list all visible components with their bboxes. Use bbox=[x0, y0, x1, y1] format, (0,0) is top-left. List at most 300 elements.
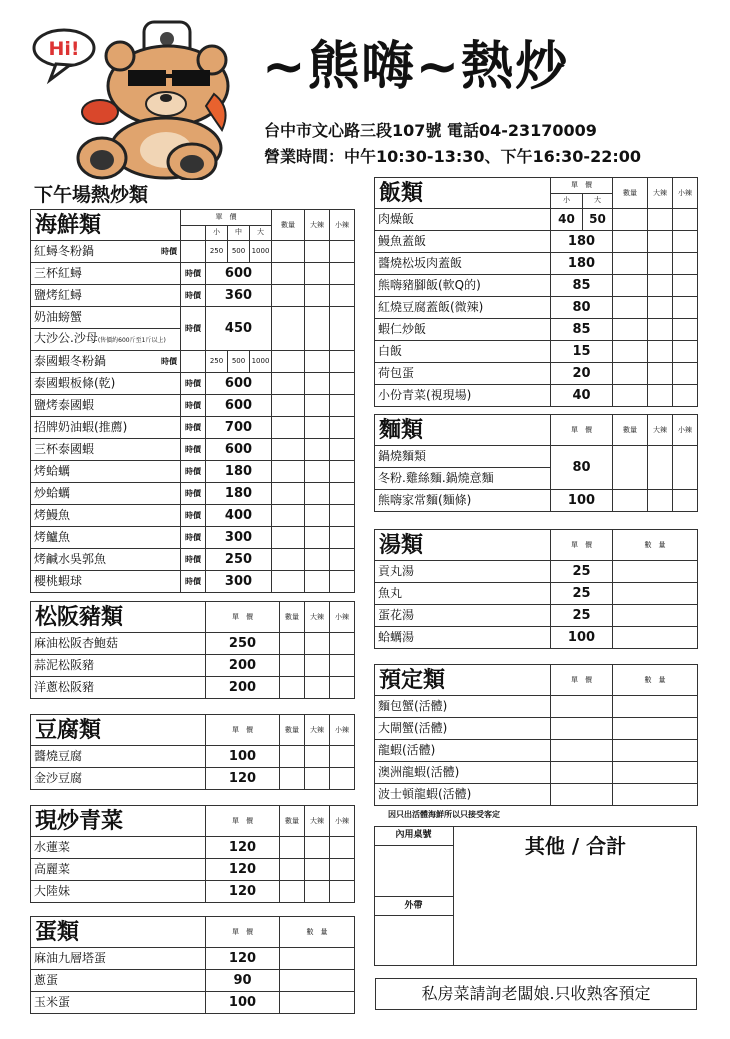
item-name: 麻油九層塔蛋 bbox=[31, 948, 206, 970]
spicy-big-cell[interactable] bbox=[648, 446, 673, 490]
spicy-small-cell[interactable] bbox=[330, 395, 355, 417]
spicy-big-cell[interactable] bbox=[305, 549, 330, 571]
item-name: 蛋花湯 bbox=[375, 605, 551, 627]
market-price-label: 時價 bbox=[181, 263, 206, 285]
item-name: 鹽烤紅蟳 bbox=[31, 285, 181, 307]
spicy-small-cell[interactable] bbox=[673, 319, 698, 341]
market-price-label: 時價 bbox=[181, 307, 206, 351]
pork-table bbox=[30, 601, 355, 699]
menu-row bbox=[31, 859, 355, 881]
size-l-header: 大 bbox=[583, 193, 613, 209]
qty-cell[interactable] bbox=[272, 263, 305, 285]
item-name: 波士頓龍蝦(活體) bbox=[375, 784, 551, 806]
menu-row bbox=[31, 948, 355, 970]
spicy-big-cell[interactable] bbox=[305, 655, 330, 677]
item-name: 醬燒豆腐 bbox=[31, 746, 206, 768]
qty-cell[interactable] bbox=[613, 762, 698, 784]
qty-cell[interactable] bbox=[613, 446, 648, 490]
qty-cell[interactable] bbox=[613, 363, 648, 385]
item-name: 貢丸湯 bbox=[375, 561, 551, 583]
market-price-label: 時價 bbox=[181, 483, 206, 505]
spicy-small-cell[interactable] bbox=[330, 746, 355, 768]
price: 180 bbox=[206, 483, 272, 505]
market-price-label: 時價 bbox=[181, 571, 206, 593]
menu-row bbox=[375, 297, 698, 319]
size-m-header: 中 bbox=[228, 225, 250, 241]
spicy-big-cell[interactable] bbox=[648, 319, 673, 341]
qty-cell[interactable] bbox=[272, 527, 305, 549]
spicy-small-cell[interactable] bbox=[330, 241, 355, 263]
spicy-small-cell[interactable] bbox=[330, 881, 355, 903]
price: 100 bbox=[206, 992, 280, 1014]
menu-row bbox=[31, 527, 355, 549]
qty-cell[interactable] bbox=[613, 341, 648, 363]
price-header: 單 價 bbox=[551, 530, 613, 561]
item-name: 玉米蛋 bbox=[31, 992, 206, 1014]
qty-cell[interactable] bbox=[613, 784, 698, 806]
price-small: 40 bbox=[551, 209, 583, 231]
spicy-small-cell[interactable] bbox=[330, 633, 355, 655]
menu-row bbox=[31, 655, 355, 677]
price-small: 250 bbox=[206, 351, 228, 373]
spicy-small-cell[interactable] bbox=[330, 285, 355, 307]
price: 250 bbox=[206, 549, 272, 571]
qty-header: 數量 bbox=[280, 602, 305, 633]
spicy-small-cell[interactable] bbox=[330, 571, 355, 593]
qty-cell[interactable] bbox=[272, 307, 305, 351]
qty-cell[interactable] bbox=[613, 627, 698, 649]
spicy-big-cell[interactable] bbox=[305, 505, 330, 527]
item-name bbox=[31, 351, 181, 373]
menu-row bbox=[31, 373, 355, 395]
price: 700 bbox=[206, 417, 272, 439]
price: 120 bbox=[206, 948, 280, 970]
qty-cell[interactable] bbox=[613, 740, 698, 762]
price-header: 單 價 bbox=[206, 602, 280, 633]
qty-cell[interactable] bbox=[613, 231, 648, 253]
price: 300 bbox=[206, 527, 272, 549]
section-title: 預定類 bbox=[375, 665, 551, 696]
spicy-small-cell[interactable] bbox=[330, 351, 355, 373]
menu-row bbox=[31, 461, 355, 483]
price: 90 bbox=[206, 970, 280, 992]
menu-row bbox=[31, 285, 355, 307]
item-name: 醬燒松坂肉蓋飯 bbox=[375, 253, 551, 275]
spicy-small-cell[interactable] bbox=[673, 341, 698, 363]
qty-cell[interactable] bbox=[280, 992, 355, 1014]
item-name: 魚丸 bbox=[375, 583, 551, 605]
spicy-small-cell[interactable] bbox=[330, 655, 355, 677]
menu-row bbox=[375, 583, 698, 605]
item-name: 金沙豆腐 bbox=[31, 768, 206, 790]
price-small: 250 bbox=[206, 241, 228, 263]
spicy-big-cell[interactable] bbox=[648, 231, 673, 253]
item-name-secondary bbox=[31, 329, 181, 351]
menu-row bbox=[31, 307, 355, 329]
item-name: 三杯紅蟳 bbox=[31, 263, 181, 285]
item-name: 蔥蛋 bbox=[31, 970, 206, 992]
spicy-small-cell[interactable] bbox=[673, 297, 698, 319]
price-header: 單 價 bbox=[206, 715, 280, 746]
qty-cell[interactable] bbox=[280, 768, 305, 790]
qty-header: 數 量 bbox=[613, 530, 698, 561]
item-name: 熊嗨家常麵(麵條) bbox=[375, 490, 551, 512]
item-name: 蛤蠣湯 bbox=[375, 627, 551, 649]
menu-row bbox=[375, 605, 698, 627]
price-header: 單 價 bbox=[181, 210, 272, 226]
qty-cell[interactable] bbox=[272, 285, 305, 307]
qty-cell[interactable] bbox=[280, 859, 305, 881]
market-price-label: 時價 bbox=[181, 373, 206, 395]
spicy-big-cell[interactable] bbox=[648, 297, 673, 319]
price: 20 bbox=[551, 363, 613, 385]
menu-row bbox=[31, 837, 355, 859]
spicy-small-cell[interactable] bbox=[330, 677, 355, 699]
price-header: 單 價 bbox=[551, 415, 613, 446]
item-name: 洋蔥松阪豬 bbox=[31, 677, 206, 699]
spicy-big-cell[interactable] bbox=[305, 395, 330, 417]
qty-cell[interactable] bbox=[272, 395, 305, 417]
price: 120 bbox=[206, 859, 280, 881]
spicy-small-cell[interactable] bbox=[330, 527, 355, 549]
spicy-big-header: 大辣 bbox=[305, 602, 330, 633]
price-large: 1000 bbox=[250, 351, 272, 373]
item-name: 澳洲龍蝦(活體) bbox=[375, 762, 551, 784]
spicy-small-cell[interactable] bbox=[673, 446, 698, 490]
item-name: 炒蛤蠣 bbox=[31, 483, 181, 505]
price-cell bbox=[551, 718, 613, 740]
price-medium: 500 bbox=[228, 241, 250, 263]
spicy-big-cell[interactable] bbox=[648, 275, 673, 297]
spicy-small-cell[interactable] bbox=[330, 768, 355, 790]
item-name: 肉燥飯 bbox=[375, 209, 551, 231]
item-name: 熊嗨豬腳飯(軟Q的) bbox=[375, 275, 551, 297]
spicy-small-cell[interactable] bbox=[673, 490, 698, 512]
qty-cell[interactable] bbox=[272, 351, 305, 373]
price: 85 bbox=[551, 319, 613, 341]
market-price-label: 時價 bbox=[181, 549, 206, 571]
menu-row bbox=[31, 549, 355, 571]
spicy-big-cell[interactable] bbox=[305, 633, 330, 655]
reserve-table bbox=[374, 664, 698, 806]
qty-cell[interactable] bbox=[272, 461, 305, 483]
price-blank bbox=[181, 351, 206, 373]
spicy-big-cell[interactable] bbox=[305, 768, 330, 790]
spicy-big-cell[interactable] bbox=[305, 307, 330, 351]
spicy-big-cell[interactable] bbox=[648, 490, 673, 512]
dine-in-table-field[interactable] bbox=[374, 846, 454, 896]
qty-cell[interactable] bbox=[613, 385, 648, 407]
price: 600 bbox=[206, 263, 272, 285]
seafood-table bbox=[30, 209, 355, 593]
item-name: 烤鰻魚 bbox=[31, 505, 181, 527]
qty-cell[interactable] bbox=[280, 633, 305, 655]
spicy-small-header: 小辣 bbox=[330, 806, 355, 837]
item-name: 招牌奶油蝦(推薦) bbox=[31, 417, 181, 439]
qty-cell[interactable] bbox=[272, 439, 305, 461]
spicy-big-cell[interactable] bbox=[305, 417, 330, 439]
spicy-small-cell[interactable] bbox=[330, 307, 355, 351]
qty-cell[interactable] bbox=[280, 948, 355, 970]
spicy-big-cell[interactable] bbox=[305, 571, 330, 593]
item-name: 龍蝦(活體) bbox=[375, 740, 551, 762]
menu-row bbox=[375, 385, 698, 407]
qty-cell[interactable] bbox=[280, 881, 305, 903]
spicy-small-cell[interactable] bbox=[673, 253, 698, 275]
qty-cell[interactable] bbox=[613, 490, 648, 512]
noodle-table bbox=[374, 414, 698, 512]
item-name: 奶油螃蟹 bbox=[31, 307, 181, 329]
menu-row bbox=[31, 881, 355, 903]
qty-cell[interactable] bbox=[613, 605, 698, 627]
menu-row bbox=[375, 363, 698, 385]
qty-cell[interactable] bbox=[613, 583, 698, 605]
price: 100 bbox=[551, 627, 613, 649]
price-large: 50 bbox=[583, 209, 613, 231]
spicy-big-cell[interactable] bbox=[648, 341, 673, 363]
spicy-small-cell[interactable] bbox=[330, 505, 355, 527]
qty-cell[interactable] bbox=[280, 655, 305, 677]
spicy-big-cell[interactable] bbox=[305, 373, 330, 395]
menu-row bbox=[31, 417, 355, 439]
qty-cell[interactable] bbox=[272, 373, 305, 395]
price-header: 單 價 bbox=[206, 806, 280, 837]
item-name: 麻油松阪杏鮑菇 bbox=[31, 633, 206, 655]
spicy-small-cell[interactable] bbox=[330, 461, 355, 483]
spicy-big-cell[interactable] bbox=[305, 241, 330, 263]
menu-row bbox=[31, 746, 355, 768]
spicy-small-cell[interactable] bbox=[330, 417, 355, 439]
size-l-header: 大 bbox=[250, 225, 272, 241]
takeout-label: 外帶 bbox=[374, 896, 454, 916]
spicy-small-cell[interactable] bbox=[330, 439, 355, 461]
market-price-label: 時價 bbox=[181, 395, 206, 417]
menu-row bbox=[375, 627, 698, 649]
price-cell bbox=[551, 784, 613, 806]
spicy-small-cell[interactable] bbox=[673, 275, 698, 297]
menu-row bbox=[31, 483, 355, 505]
qty-cell[interactable] bbox=[272, 571, 305, 593]
market-price-label: 時價 bbox=[181, 417, 206, 439]
spicy-small-cell[interactable] bbox=[673, 209, 698, 231]
qty-cell[interactable] bbox=[280, 677, 305, 699]
rice-table bbox=[374, 177, 698, 407]
vegetable-table bbox=[30, 805, 355, 903]
item-name: 鰻魚蓋飯 bbox=[375, 231, 551, 253]
qty-cell[interactable] bbox=[613, 696, 698, 718]
spicy-small-header: 小辣 bbox=[673, 415, 698, 446]
spicy-small-cell[interactable] bbox=[673, 231, 698, 253]
item-name: 櫻桃蝦球 bbox=[31, 571, 181, 593]
spicy-big-cell[interactable] bbox=[305, 285, 330, 307]
qty-cell[interactable] bbox=[613, 319, 648, 341]
price: 40 bbox=[551, 385, 613, 407]
spicy-big-cell[interactable] bbox=[305, 351, 330, 373]
menu-row bbox=[375, 209, 698, 231]
section-title: 湯類 bbox=[375, 530, 551, 561]
item-name: 大陸妹 bbox=[31, 881, 206, 903]
item-name: 紅燒豆腐蓋飯(微辣) bbox=[375, 297, 551, 319]
qty-cell[interactable] bbox=[272, 505, 305, 527]
spicy-big-cell[interactable] bbox=[305, 859, 330, 881]
spicy-big-cell[interactable] bbox=[648, 209, 673, 231]
qty-cell[interactable] bbox=[272, 483, 305, 505]
item-name: 蝦仁炒飯 bbox=[375, 319, 551, 341]
price: 300 bbox=[206, 571, 272, 593]
qty-header: 數 量 bbox=[280, 917, 355, 948]
spicy-big-cell[interactable] bbox=[648, 363, 673, 385]
spicy-big-cell[interactable] bbox=[305, 677, 330, 699]
menu-row bbox=[31, 633, 355, 655]
price: 80 bbox=[551, 297, 613, 319]
qty-cell[interactable] bbox=[272, 549, 305, 571]
qty-header: 數量 bbox=[280, 715, 305, 746]
item-name: 高麗菜 bbox=[31, 859, 206, 881]
market-price-label: 時價 bbox=[181, 439, 206, 461]
price: 200 bbox=[206, 655, 280, 677]
item-note: (售價約600斤至1斤以上) bbox=[97, 337, 166, 344]
qty-header: 數量 bbox=[280, 806, 305, 837]
price: 80 bbox=[551, 446, 613, 490]
spicy-small-cell[interactable] bbox=[330, 263, 355, 285]
dine-in-label: 內用桌號 bbox=[374, 826, 454, 846]
qty-cell[interactable] bbox=[272, 241, 305, 263]
spicy-small-cell[interactable] bbox=[330, 549, 355, 571]
section-title: 麵類 bbox=[375, 415, 551, 446]
menu-row bbox=[31, 351, 355, 373]
spicy-small-cell[interactable] bbox=[330, 483, 355, 505]
menu-row bbox=[31, 505, 355, 527]
price: 600 bbox=[206, 373, 272, 395]
hi-bubble-text: Hi! bbox=[48, 38, 80, 60]
menu-row bbox=[375, 740, 698, 762]
soup-table bbox=[374, 529, 698, 649]
spicy-big-header: 大辣 bbox=[305, 715, 330, 746]
price: 100 bbox=[206, 746, 280, 768]
item-name: 蒜泥松阪豬 bbox=[31, 655, 206, 677]
section-title: 現炒青菜 bbox=[31, 806, 206, 837]
menu-row bbox=[375, 341, 698, 363]
price-large: 1000 bbox=[250, 241, 272, 263]
spicy-big-cell[interactable] bbox=[648, 385, 673, 407]
spicy-small-header: 小辣 bbox=[330, 715, 355, 746]
afternoon-stirfry-heading: 下午場熱炒類 bbox=[34, 184, 149, 206]
qty-cell[interactable] bbox=[613, 209, 648, 231]
item-name: 鍋燒麵類 bbox=[375, 446, 551, 468]
qty-cell[interactable] bbox=[613, 561, 698, 583]
menu-row bbox=[375, 319, 698, 341]
price: 120 bbox=[206, 881, 280, 903]
menu-row bbox=[375, 490, 698, 512]
price: 120 bbox=[206, 837, 280, 859]
price: 100 bbox=[551, 490, 613, 512]
price: 120 bbox=[206, 768, 280, 790]
spicy-small-cell[interactable] bbox=[673, 363, 698, 385]
price: 180 bbox=[206, 461, 272, 483]
qty-cell[interactable] bbox=[280, 970, 355, 992]
section-title: 蛋類 bbox=[31, 917, 206, 948]
spicy-small-cell[interactable] bbox=[330, 373, 355, 395]
menu-row bbox=[375, 275, 698, 297]
menu-row bbox=[31, 395, 355, 417]
item-name: 荷包蛋 bbox=[375, 363, 551, 385]
market-price-label: 時價 bbox=[181, 461, 206, 483]
qty-cell[interactable] bbox=[272, 417, 305, 439]
item-name: 水蓮菜 bbox=[31, 837, 206, 859]
spicy-big-cell[interactable] bbox=[305, 746, 330, 768]
spicy-big-cell[interactable] bbox=[305, 837, 330, 859]
market-price-label: 時價 bbox=[181, 527, 206, 549]
section-title: 豆腐類 bbox=[31, 715, 206, 746]
menu-row bbox=[375, 253, 698, 275]
item-name bbox=[31, 241, 181, 263]
item-name: 烤鹹水吳郭魚 bbox=[31, 549, 181, 571]
price: 200 bbox=[206, 677, 280, 699]
menu-row bbox=[375, 762, 698, 784]
qty-cell[interactable] bbox=[613, 718, 698, 740]
price-medium: 500 bbox=[228, 351, 250, 373]
price: 360 bbox=[206, 285, 272, 307]
item-name-text: 大沙公.沙母 bbox=[34, 331, 98, 345]
takeout-field[interactable] bbox=[374, 916, 454, 966]
spicy-big-header: 大辣 bbox=[648, 178, 673, 209]
price: 600 bbox=[206, 439, 272, 461]
item-name: 白飯 bbox=[375, 341, 551, 363]
market-price-label: 時價 bbox=[161, 357, 177, 366]
qty-cell[interactable] bbox=[280, 837, 305, 859]
market-price-label: 時價 bbox=[181, 285, 206, 307]
bear-mascot-logo bbox=[26, 8, 246, 180]
menu-row bbox=[375, 784, 698, 806]
price: 180 bbox=[551, 231, 613, 253]
spicy-big-cell[interactable] bbox=[305, 461, 330, 483]
item-name-text: 紅蟳冬粉鍋 bbox=[34, 244, 95, 258]
spicy-big-cell[interactable] bbox=[305, 483, 330, 505]
qty-cell[interactable] bbox=[613, 297, 648, 319]
item-name: 大閘蟹(活體) bbox=[375, 718, 551, 740]
price: 450 bbox=[206, 307, 272, 351]
size-s-header: 小 bbox=[551, 193, 583, 209]
spicy-big-header: 大辣 bbox=[648, 415, 673, 446]
qty-header: 數量 bbox=[272, 210, 305, 241]
spicy-big-cell[interactable] bbox=[305, 527, 330, 549]
spicy-big-cell[interactable] bbox=[305, 881, 330, 903]
menu-row bbox=[31, 241, 355, 263]
price: 25 bbox=[551, 605, 613, 627]
qty-cell[interactable] bbox=[613, 275, 648, 297]
menu-row bbox=[31, 992, 355, 1014]
spicy-small-header: 小辣 bbox=[673, 178, 698, 209]
spicy-small-cell[interactable] bbox=[330, 837, 355, 859]
qty-header: 數 量 bbox=[613, 665, 698, 696]
qty-cell[interactable] bbox=[280, 746, 305, 768]
spicy-big-cell[interactable] bbox=[648, 253, 673, 275]
price: 180 bbox=[551, 253, 613, 275]
spicy-small-cell[interactable] bbox=[673, 385, 698, 407]
size-s-header: 小 bbox=[206, 225, 228, 241]
reserve-note: 因只出活體海鮮所以只接受客定 bbox=[388, 810, 500, 819]
tofu-table bbox=[30, 714, 355, 790]
item-name: 三杯泰國蝦 bbox=[31, 439, 181, 461]
spicy-big-cell[interactable] bbox=[305, 263, 330, 285]
qty-cell[interactable] bbox=[613, 253, 648, 275]
item-name: 鹽烤泰國蝦 bbox=[31, 395, 181, 417]
price-cell bbox=[551, 696, 613, 718]
price: 250 bbox=[206, 633, 280, 655]
menu-row bbox=[375, 718, 698, 740]
spicy-small-cell[interactable] bbox=[330, 859, 355, 881]
spicy-big-cell[interactable] bbox=[305, 439, 330, 461]
